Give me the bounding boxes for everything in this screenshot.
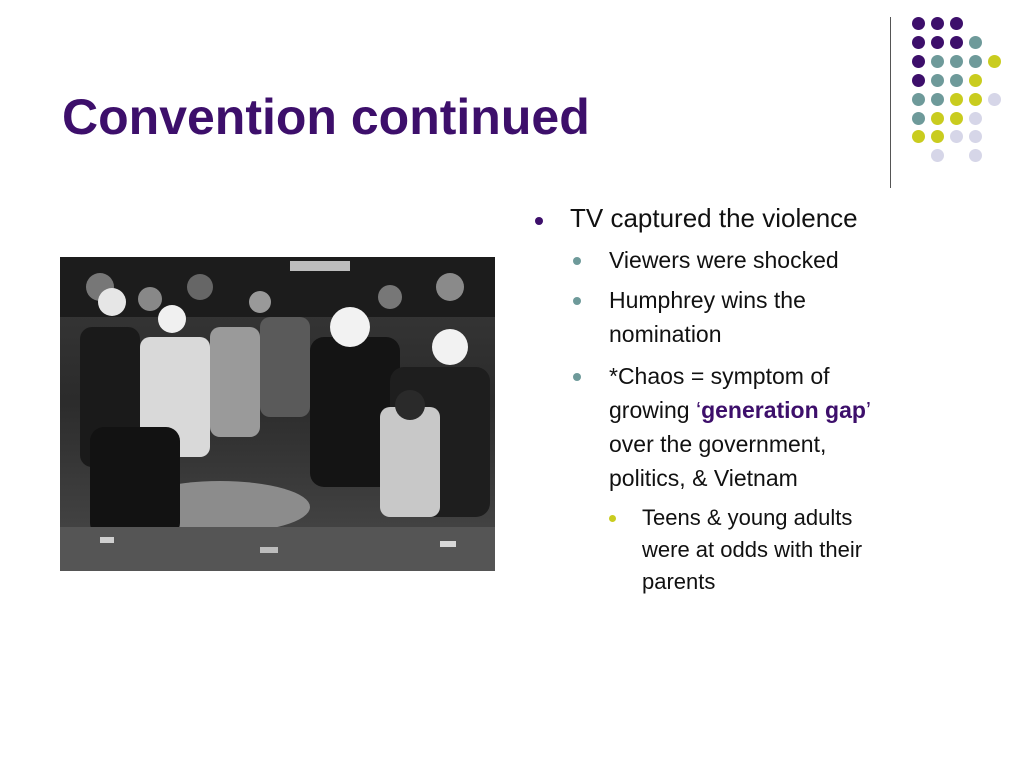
- bullet-text: parents: [642, 569, 716, 594]
- bullet-text: Viewers were shocked: [609, 247, 839, 273]
- dot: [969, 149, 982, 162]
- bullet-dot: [535, 217, 543, 225]
- dot: [950, 36, 963, 49]
- dot: [950, 17, 963, 30]
- dot: [931, 130, 944, 143]
- bullet-text: were at odds with their: [642, 537, 863, 562]
- quote-close: ’: [865, 397, 872, 423]
- bullet-text: nomination: [609, 321, 722, 347]
- dot: [912, 74, 925, 87]
- bullet-dot: [573, 373, 581, 381]
- slide-title: Convention continued: [62, 89, 590, 145]
- bullet-text-line: [609, 393, 871, 427]
- dot: [988, 93, 1001, 106]
- dot: [912, 130, 925, 143]
- dot: [931, 36, 944, 49]
- text-prefix: growing: [609, 397, 696, 423]
- photo-illustration: [60, 257, 495, 571]
- dot: [969, 112, 982, 125]
- dot: [912, 55, 925, 68]
- convention-riot-photo: [60, 257, 495, 571]
- emphasis-text: generation gap: [701, 397, 866, 423]
- dot: [912, 36, 925, 49]
- dot: [912, 17, 925, 30]
- dot: [950, 130, 963, 143]
- dot: [969, 36, 982, 49]
- dot: [931, 55, 944, 68]
- dot: [988, 55, 1001, 68]
- bullet-dot: [609, 515, 616, 522]
- dot: [931, 112, 944, 125]
- dot: [950, 74, 963, 87]
- dot: [931, 149, 944, 162]
- dot: [969, 130, 982, 143]
- quote-open: ‘: [695, 397, 702, 423]
- bullet-dot: [573, 257, 581, 265]
- dot: [950, 112, 963, 125]
- bullet-text: politics, & Vietnam: [609, 465, 798, 491]
- bullet-dot: [573, 297, 581, 305]
- bullet-text: Humphrey wins the: [609, 287, 806, 313]
- dot: [931, 17, 944, 30]
- dot: [950, 55, 963, 68]
- dot: [969, 55, 982, 68]
- bullet-text: TV captured the violence: [570, 203, 858, 233]
- dot: [931, 93, 944, 106]
- dot: [912, 112, 925, 125]
- dot: [969, 93, 982, 106]
- dot: [931, 74, 944, 87]
- dot: [969, 74, 982, 87]
- bullet-text: *Chaos = symptom of: [609, 363, 830, 389]
- dot: [912, 93, 925, 106]
- divider-line: [890, 17, 891, 188]
- bullet-text: over the government,: [609, 431, 827, 457]
- bullet-text: Teens & young adults: [642, 505, 853, 530]
- dot: [950, 93, 963, 106]
